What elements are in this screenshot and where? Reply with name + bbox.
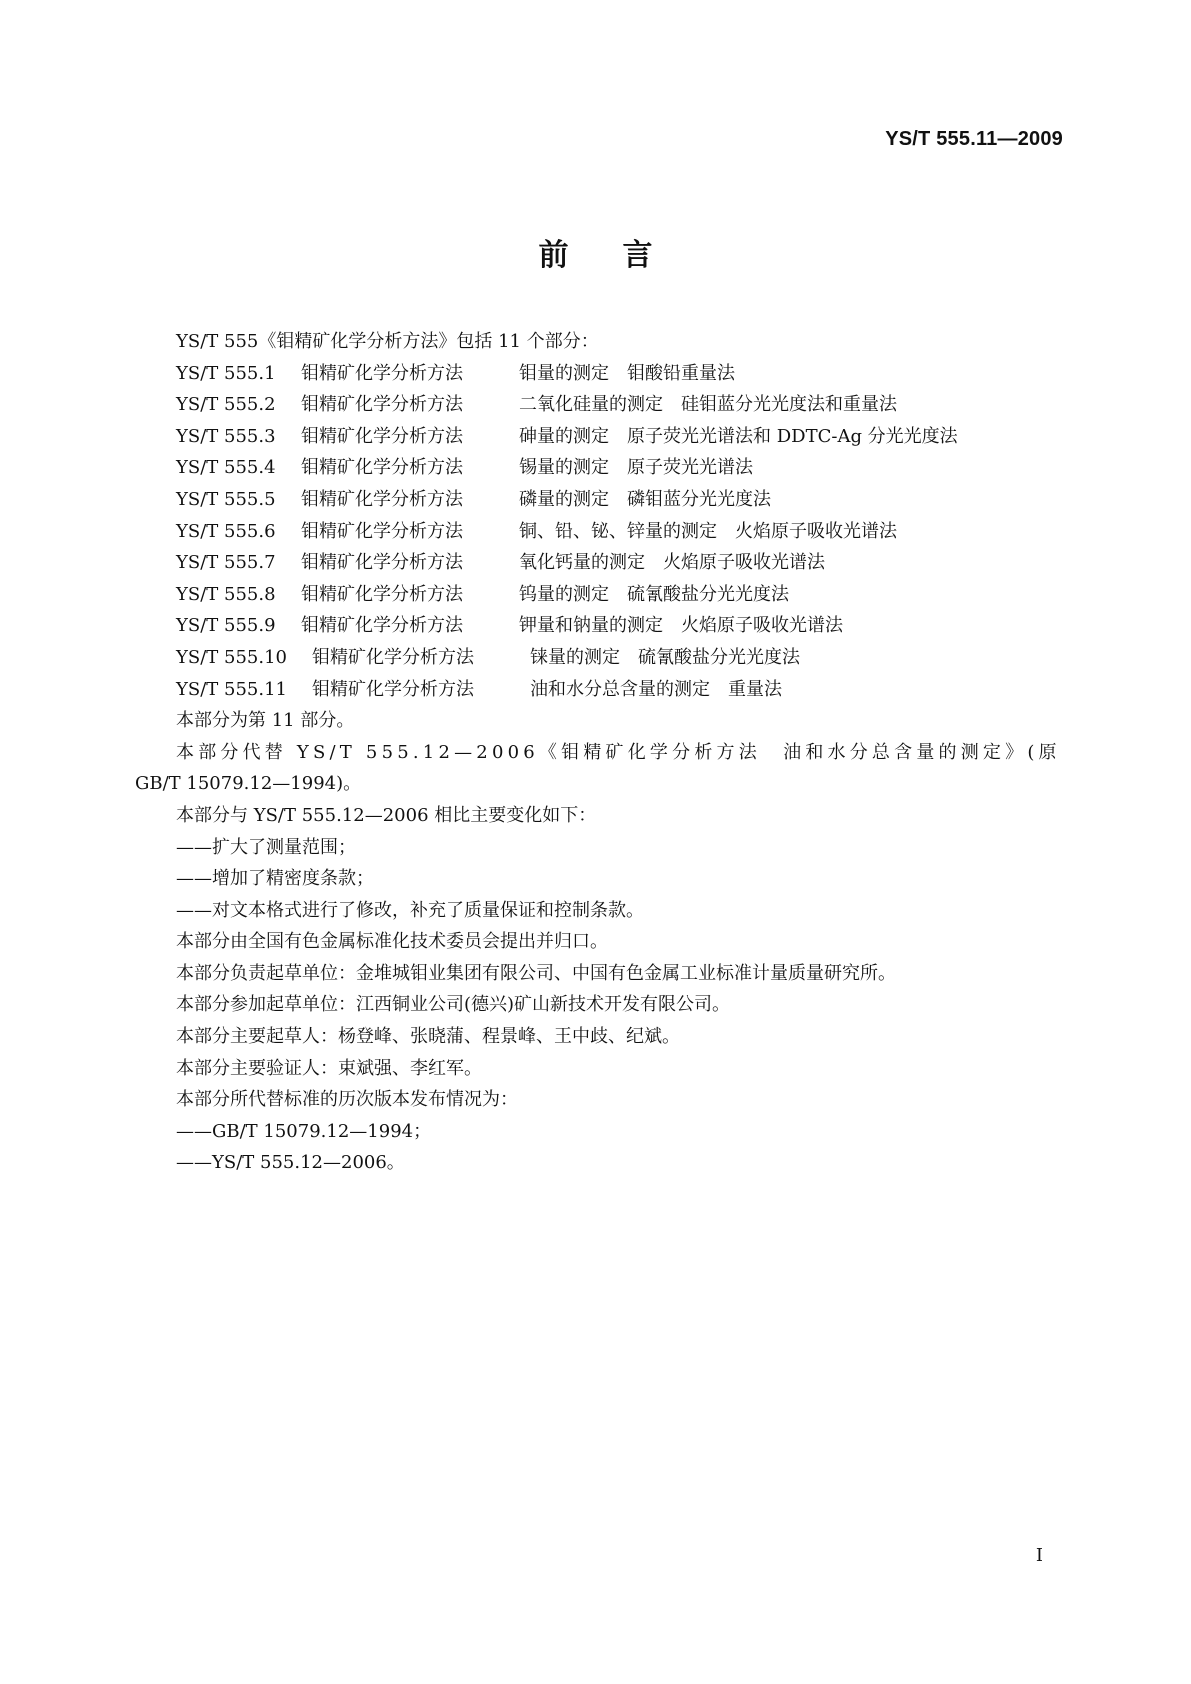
- part-code: YS/T 555.6: [176, 520, 276, 542]
- part-item: [135, 389, 1060, 421]
- part-code: YS/T 555.5: [176, 488, 276, 510]
- part-series: 钼精矿化学分析方法: [301, 615, 463, 637]
- part-code: YS/T 555.11: [176, 678, 287, 700]
- part-code: YS/T 555.10: [176, 646, 287, 668]
- part-code: YS/T 555.2: [176, 394, 276, 416]
- part-subject: 氧化钙量的测定 火焰原子吸收光谱法: [519, 552, 825, 574]
- part-item: [135, 484, 1060, 516]
- part-item: [135, 674, 1060, 706]
- history-intro: 本部分所代替标准的历次版本发布情况为：: [176, 1089, 518, 1111]
- part-statement: 本部分为第 11 部分。: [176, 710, 355, 732]
- part-code: YS/T 555.3: [176, 425, 276, 447]
- part-item: [135, 421, 1060, 453]
- part-item: [135, 452, 1060, 484]
- page-title: 前言: [538, 238, 707, 273]
- part-item: [135, 547, 1060, 579]
- replacement-line-1: 本部分代替 YS/T 555.12—2006《钼精矿化学分析方法 油和水分总含量的测定》(原: [176, 741, 1061, 763]
- changes-intro: 本部分与 YS/T 555.12—2006 相比主要变化如下：: [176, 804, 597, 826]
- part-subject: 锡量的测定 原子荧光光谱法: [519, 457, 753, 479]
- part-code: YS/T 555.9: [176, 615, 276, 637]
- part-subject: 钼量的测定 钼酸铅重量法: [519, 362, 735, 384]
- history-item: ——YS/T 555.12—2006。: [176, 1152, 405, 1174]
- replacement-line-2: GB/T 15079.12—1994)。: [135, 773, 362, 795]
- standard-code: YS/T 555.11—2009: [885, 128, 1063, 150]
- part-series: 钼精矿化学分析方法: [312, 678, 474, 700]
- part-item: [135, 642, 1060, 674]
- part-item: [135, 610, 1060, 642]
- part-series: 钼精矿化学分析方法: [301, 394, 463, 416]
- part-code: YS/T 555.1: [176, 362, 276, 384]
- part-subject: 铜、铅、铋、锌量的测定 火焰原子吸收光谱法: [519, 520, 897, 542]
- change-item: ——对文本格式进行了修改，补充了质量保证和控制条款。: [176, 899, 644, 921]
- history-item: ——GB/T 15079.12—1994；: [176, 1120, 432, 1142]
- part-series: 钼精矿化学分析方法: [301, 457, 463, 479]
- part-code: YS/T 555.8: [176, 583, 276, 605]
- participating-unit-statement: 本部分参加起草单位：江西铜业公司(德兴)矿山新技术开发有限公司。: [176, 994, 731, 1016]
- part-code: YS/T 555.7: [176, 552, 276, 574]
- part-subject: 油和水分总含量的测定 重量法: [530, 678, 782, 700]
- part-code: YS/T 555.4: [176, 457, 276, 479]
- part-item: [135, 579, 1060, 611]
- part-series: 钼精矿化学分析方法: [312, 646, 474, 668]
- part-series: 钼精矿化学分析方法: [301, 583, 463, 605]
- drafting-unit-statement: 本部分负责起草单位：金堆城钼业集团有限公司、中国有色金属工业标准计量质量研究所。: [176, 962, 896, 984]
- part-subject: 砷量的测定 原子荧光光谱法和 DDTC-Ag 分光光度法: [519, 425, 958, 447]
- part-item: [135, 358, 1060, 390]
- part-subject: 二氧化硅量的测定 硅钼蓝分光光度法和重量法: [519, 394, 897, 416]
- page-number: I: [1035, 1545, 1043, 1566]
- foreword-body: [135, 326, 1060, 1179]
- parts-list: [135, 358, 1060, 706]
- drafters-statement: 本部分主要起草人：杨登峰、张晓蒲、程景峰、王中歧、纪斌。: [176, 1026, 680, 1048]
- part-series: 钼精矿化学分析方法: [301, 552, 463, 574]
- part-series: 钼精矿化学分析方法: [301, 362, 463, 384]
- part-series: 钼精矿化学分析方法: [301, 488, 463, 510]
- verifiers-statement: 本部分主要验证人：束斌强、李红军。: [176, 1057, 482, 1079]
- part-series: 钼精矿化学分析方法: [301, 520, 463, 542]
- change-item: ——扩大了测量范围；: [176, 836, 356, 858]
- intro-line: YS/T 555《钼精矿化学分析方法》包括 11 个部分：: [176, 331, 599, 352]
- proposer-statement: 本部分由全国有色金属标准化技术委员会提出并归口。: [176, 931, 608, 953]
- part-subject: 钨量的测定 硫氰酸盐分光光度法: [519, 583, 789, 605]
- part-series: 钼精矿化学分析方法: [301, 425, 463, 447]
- change-item: ——增加了精密度条款；: [176, 868, 374, 890]
- part-item: [135, 516, 1060, 548]
- part-subject: 钾量和钠量的测定 火焰原子吸收光谱法: [519, 615, 843, 637]
- part-subject: 磷量的测定 磷钼蓝分光光度法: [519, 488, 771, 510]
- part-subject: 铼量的测定 硫氰酸盐分光光度法: [530, 646, 800, 668]
